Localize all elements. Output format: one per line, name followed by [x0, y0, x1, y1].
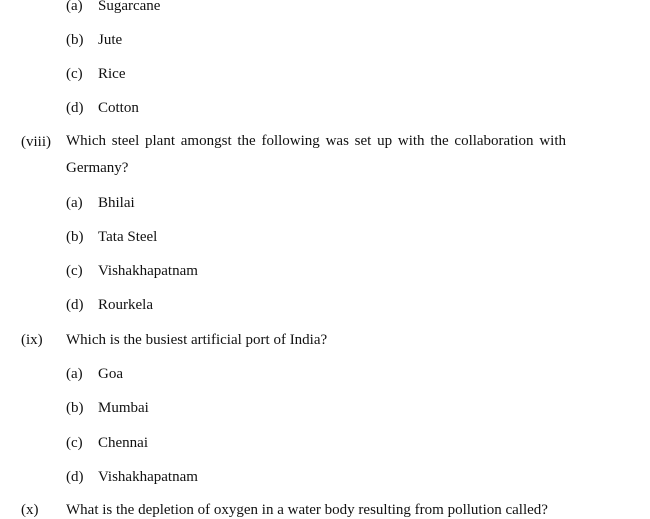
question-text-line-2: Germany? — [66, 160, 129, 176]
option-text: Tata Steel — [98, 229, 158, 245]
option-letter: (a) — [66, 366, 83, 382]
option-text: Cotton — [98, 100, 139, 116]
option-letter: (b) — [66, 32, 84, 48]
q9-option-a — [66, 365, 123, 383]
question-number-ix: (ix) — [21, 332, 43, 348]
q8-option-b — [66, 228, 157, 246]
q9-option-d — [66, 468, 198, 486]
option-text: Rourkela — [98, 297, 153, 313]
question-text-line-1: Which steel plant amongst the following was set up with the collaboration with — [66, 133, 566, 149]
option-letter: (c) — [66, 435, 83, 451]
prev-option-c — [66, 65, 126, 83]
prev-option-a — [66, 0, 160, 15]
option-text: Jute — [98, 32, 123, 48]
option-text: Vishakhapatnam — [98, 469, 198, 485]
option-letter: (d) — [66, 469, 84, 485]
option-text: Rice — [98, 66, 126, 82]
option-text: Vishakhapatnam — [98, 263, 198, 279]
option-text: Bhilai — [98, 195, 135, 211]
q9-option-b — [66, 399, 149, 417]
question-number-x: (x) — [21, 502, 39, 518]
q8-option-d — [66, 296, 153, 314]
question-text-viii — [66, 128, 566, 182]
q9-option-c — [66, 434, 148, 452]
option-letter: (b) — [66, 400, 84, 416]
question-number-viii: (viii) — [21, 134, 51, 150]
option-text: Mumbai — [98, 400, 149, 416]
prev-option-b — [66, 31, 122, 49]
prev-option-d — [66, 99, 139, 117]
option-letter: (c) — [66, 263, 83, 279]
question-text-x: What is the depletion of oxygen in a water body resulting from pollution called? — [66, 502, 548, 518]
option-letter: (a) — [66, 195, 83, 211]
option-text: Chennai — [98, 435, 148, 451]
q8-option-c — [66, 262, 198, 280]
q8-option-a — [66, 194, 135, 212]
option-letter: (b) — [66, 229, 84, 245]
option-text: Sugarcane — [98, 0, 161, 14]
option-letter: (c) — [66, 66, 83, 82]
option-letter: (d) — [66, 297, 84, 313]
option-text: Goa — [98, 366, 123, 382]
question-text-ix: Which is the busiest artificial port of India? — [66, 332, 328, 348]
option-letter: (a) — [66, 0, 83, 14]
option-letter: (d) — [66, 100, 84, 116]
